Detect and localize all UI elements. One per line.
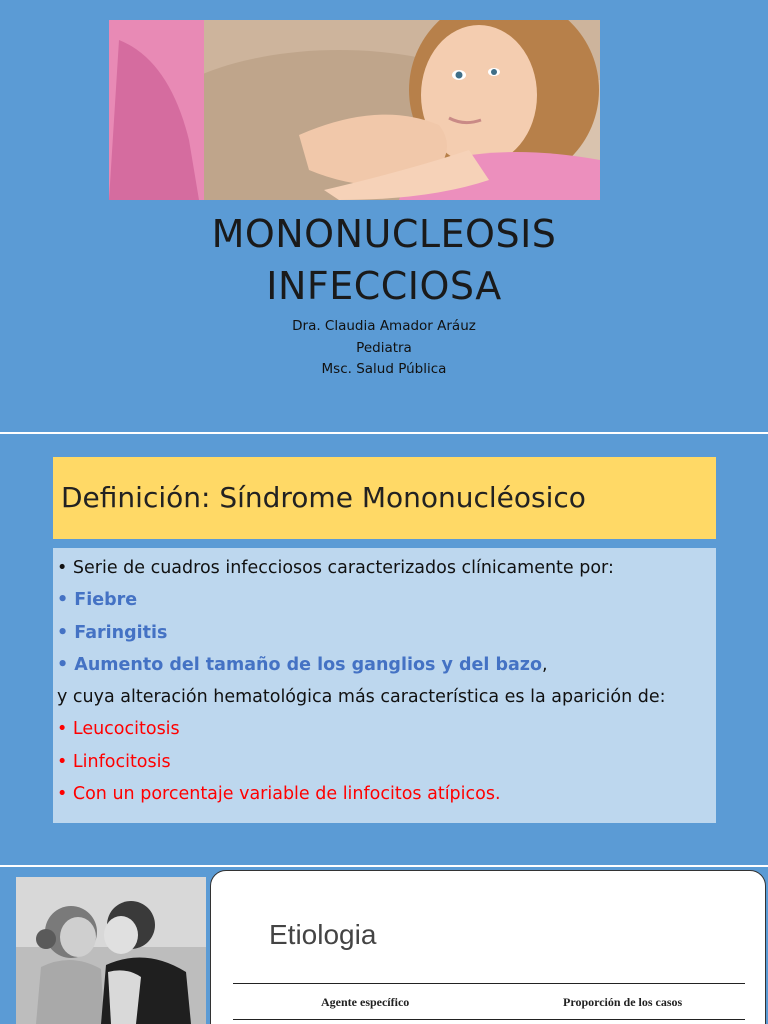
title-line-1: MONONUCLEOSIS — [211, 212, 557, 256]
hero-photo — [109, 20, 600, 200]
column-header-proportion: Proporción de los casos — [563, 995, 683, 1009]
definition-line — [57, 681, 716, 713]
definition-line — [57, 649, 716, 681]
line-text: • Aumento del tamaño de los ganglios y del bazo — [57, 654, 543, 675]
line-text: • Faringitis — [57, 622, 168, 643]
definition-line — [57, 552, 716, 584]
title-slide — [0, 0, 768, 432]
line-text: y cuya alteración hematológica más característica es la aparición de: — [57, 687, 666, 708]
definition-line — [57, 617, 716, 649]
table-top-rule — [233, 983, 745, 984]
definition-line — [57, 778, 716, 810]
definition-line — [57, 584, 716, 616]
line-text: • Con un porcentaje variable de linfocitos atípicos. — [57, 784, 501, 805]
table-header-rule — [233, 1019, 745, 1020]
line-text: • Linfocitosis — [57, 751, 171, 772]
author-name: Dra. Claudia Amador Aráuz — [292, 318, 476, 334]
etiology-card — [210, 870, 766, 1024]
line-suffix: , — [542, 654, 548, 675]
etiology-slide — [0, 867, 768, 1024]
definition-line — [57, 713, 716, 745]
children-photo — [16, 877, 206, 1024]
line-text: • Serie de cuadros infecciosos caracterizados clínicamente por: — [57, 558, 614, 578]
author-degree: Msc. Salud Pública — [321, 361, 447, 377]
etiology-title: Etiologia — [269, 919, 377, 950]
author-role: Pediatra — [356, 340, 412, 356]
definition-line — [57, 746, 716, 778]
line-text: • Leucocitosis — [57, 719, 180, 740]
line-text: • Fiebre — [57, 590, 138, 611]
definition-slide — [0, 434, 768, 865]
title-line-2: INFECCIOSA — [266, 264, 502, 308]
definition-content — [53, 548, 716, 823]
definition-title: Definición: Síndrome Mononucléosico — [53, 457, 716, 539]
column-header-agent: Agente específico — [321, 995, 410, 1009]
